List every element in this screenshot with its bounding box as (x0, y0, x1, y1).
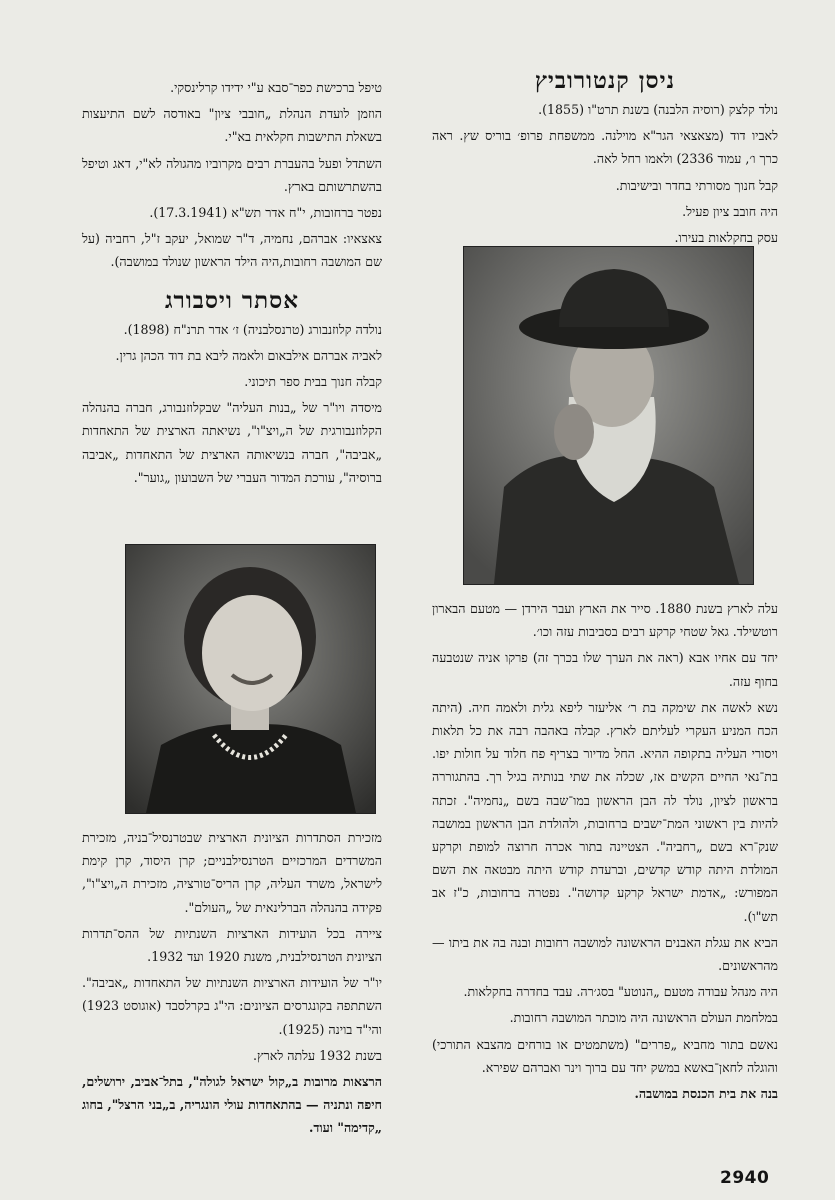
right-column-top (432, 64, 778, 252)
bio-paragraph: הרצאות מרובות ב„קול ישראל לגולה", בתל־אביב, ירושלים, חיפה ונתניה — בהתאחדות עולי הונגריה, ב„בני הרצל", בחוג „קדימה" ועוד. (82, 1074, 382, 1136)
bio-paragraph: עלה לארץ בשנת 1880. סייר את הארץ ועבר הירדן — מטעם הבארון רוטשילד. גאל שטחי קרקע רבים בסביבות עזה וכו׳. (432, 601, 779, 640)
bio-line: הוזמן לועדת הנהלת „חובבי ציון" באודסה לשם התיעצות בשאלת התישבות חקלאית בא"י. (82, 106, 382, 145)
bio-line: קבל חנוך מסורתי בחדר ובישיבות. (615, 177, 778, 193)
bio-paragraph: נאשם בתור מחביא „פררים" (משתמטים או בורחים מהצבא התורכי) והוגלה לחאן־באשא במשק יחד עם ברוך וינר ואברהם שפירא. (432, 1036, 778, 1075)
bio-paragraph: נשא לאשה את שימקה בת ר׳ אליעזר ליפא גלית ולאמה חיה. (היתה הכח המניע העקרי לעליתם לארץ. קבלה באהבה רבה את כל תלאות ויסורי העליה בתקופה ההיא. החל מדיור בצריף פח חלוד על חולות יפו. בת־נאי החיים הקשים אז, שכלה את שתי בנותיה בגיל רך. בהתגוררה בראשון לציון, נולד לה הבן הראשון במו־שבה בשם „נחמיה". זכתה להיות בין ראשוני המת־ישבים ברחובות, ולהולדת הבן הראשון במושבה שנק־רא בשם „רחביה". הצטיינה בתור אכרה חרוצה למופת וקרקע המולדת היתה קודש קדשים, וברעדת קודש היתה מבטאה את השם המפורש: „אדמת ישראל קרקע קדושה". נפטרה ברחובות, כ"ז אב תש"ו). (432, 699, 778, 924)
portrait-image (464, 247, 753, 584)
bio-line: נפטר ברחובות, י"ח אדר תש"א (17.3.1941). (149, 205, 382, 221)
bio-paragraph: יו"ר של הועידות הארציות השנתיות של התאחדות „אביבה". השתתפה בקונגרסים הציונים: הי"ג בקרלסבד (אוגוסט 1923) והי"ד בוינה (1925). (82, 975, 382, 1037)
bio-paragraph: הביא את עגלת האבנים הראשונה למושבה רחובות ובנה בה את ביתו — מהראשונים. (432, 934, 778, 974)
bio-line: השתדל ופעל בהעברת רבים מקרוביו מהגולה לא"י, דאג וטיפל בהשתרשותם בארץ. (82, 155, 382, 194)
portrait-photo-esther (125, 544, 376, 814)
bio-line: מיסדה ויו"ר של „בנות העליה" שבקלוזנבורג, חברה בהנהלה הקלוזנבורגית של ה„ויצ"ו", נשיאתה הארצית של התאחדות „אביבה", חברה בנשיאותה הארצית של התאחדות „אביבה ברוסיה", עורכת המדור העברי של השבועון „גוער". (82, 400, 382, 485)
bio-paragraph: היה מנהל עבודה מטעם „הנוטע" בסג׳רה. עבד בחדרה בחקלאות. (463, 984, 778, 1000)
bio-line: נולדה קלוזנבורג (טרנסלבניה) ז׳ אדר תרנ"ח (1898). (123, 321, 382, 337)
bio-paragraph: מזכירת הסתדרות הציונית הארצית שבטרנסיל־בניה, מזכירת המשרדים המרכזיים הטרנסילבניים; קרן היסוד, קרן קימת לישראל, משרד העליה, קרן הריס־טורציה, מזכירת ה„ויצ"ו", פקידה בהנהלה הברלינאית של „העולם". (82, 830, 382, 915)
bio-line: נולד קלצק (רוסיה הלבנה) בשנת תרט"ו (1855). (538, 102, 778, 117)
left-column-body (82, 826, 382, 1143)
portrait-image (126, 545, 375, 813)
left-column-top (82, 76, 382, 492)
bio-line: צאצאיו: אברהם, נחמיה, ד"ר שמואל, יעקב ז"ל, רחביה (על שם המושבה רחובות,היה הילד הראשון שנולד במושבה). (82, 231, 382, 270)
bio-line: קבלה חנוך בבית ספר תיכוני. (244, 374, 382, 390)
title-nissan: ניסן קנטורוביץ (534, 67, 676, 94)
page-number: 2940 (720, 1168, 770, 1188)
right-column-body (432, 597, 778, 1108)
bio-paragraph: בנה את בית הכנסת במושבה. (634, 1086, 778, 1102)
bio-line: לאביו דוד (מצאצאי הגר"א מוילנה. ממשפחת פרופ׳ בוריס שץ. ראה כרך ו׳, עמוד 2336) ולאמו רחל לאה. (432, 128, 778, 167)
bio-line: עסק בחקלאות בעירו. (674, 230, 778, 246)
portrait-photo-nissan (463, 246, 754, 585)
title-esther: אסתר ויסבורג (164, 286, 300, 314)
bio-line: היה חובב ציון פעיל. (682, 203, 778, 219)
bio-line: טיפל ברכישת כפר־סבא ע"י ידידו קרלינסקי. (170, 80, 382, 95)
bio-paragraph: בשנת 1932 עלתה לארץ. (253, 1047, 382, 1063)
bio-line: לאביה אברהם אילבאום ולאמה ליבא בת דוד הכהן גרין. (115, 347, 382, 363)
bio-paragraph: יחד עם אחיו אבא (ראה את הערך שלו בכרך זה) פרקו אניה שנטבעה בחוף עזה. (432, 650, 778, 689)
bio-paragraph: במלחמת העולם הראשונה היה מוכתר המושבה רחובות. (509, 1010, 778, 1026)
bio-paragraph: ציירה בכל הועידות הארציות השנתיות של ההס־תדרות הציונית הטרנסילבנית, משנת 1920 ועד 1932. (82, 925, 382, 965)
